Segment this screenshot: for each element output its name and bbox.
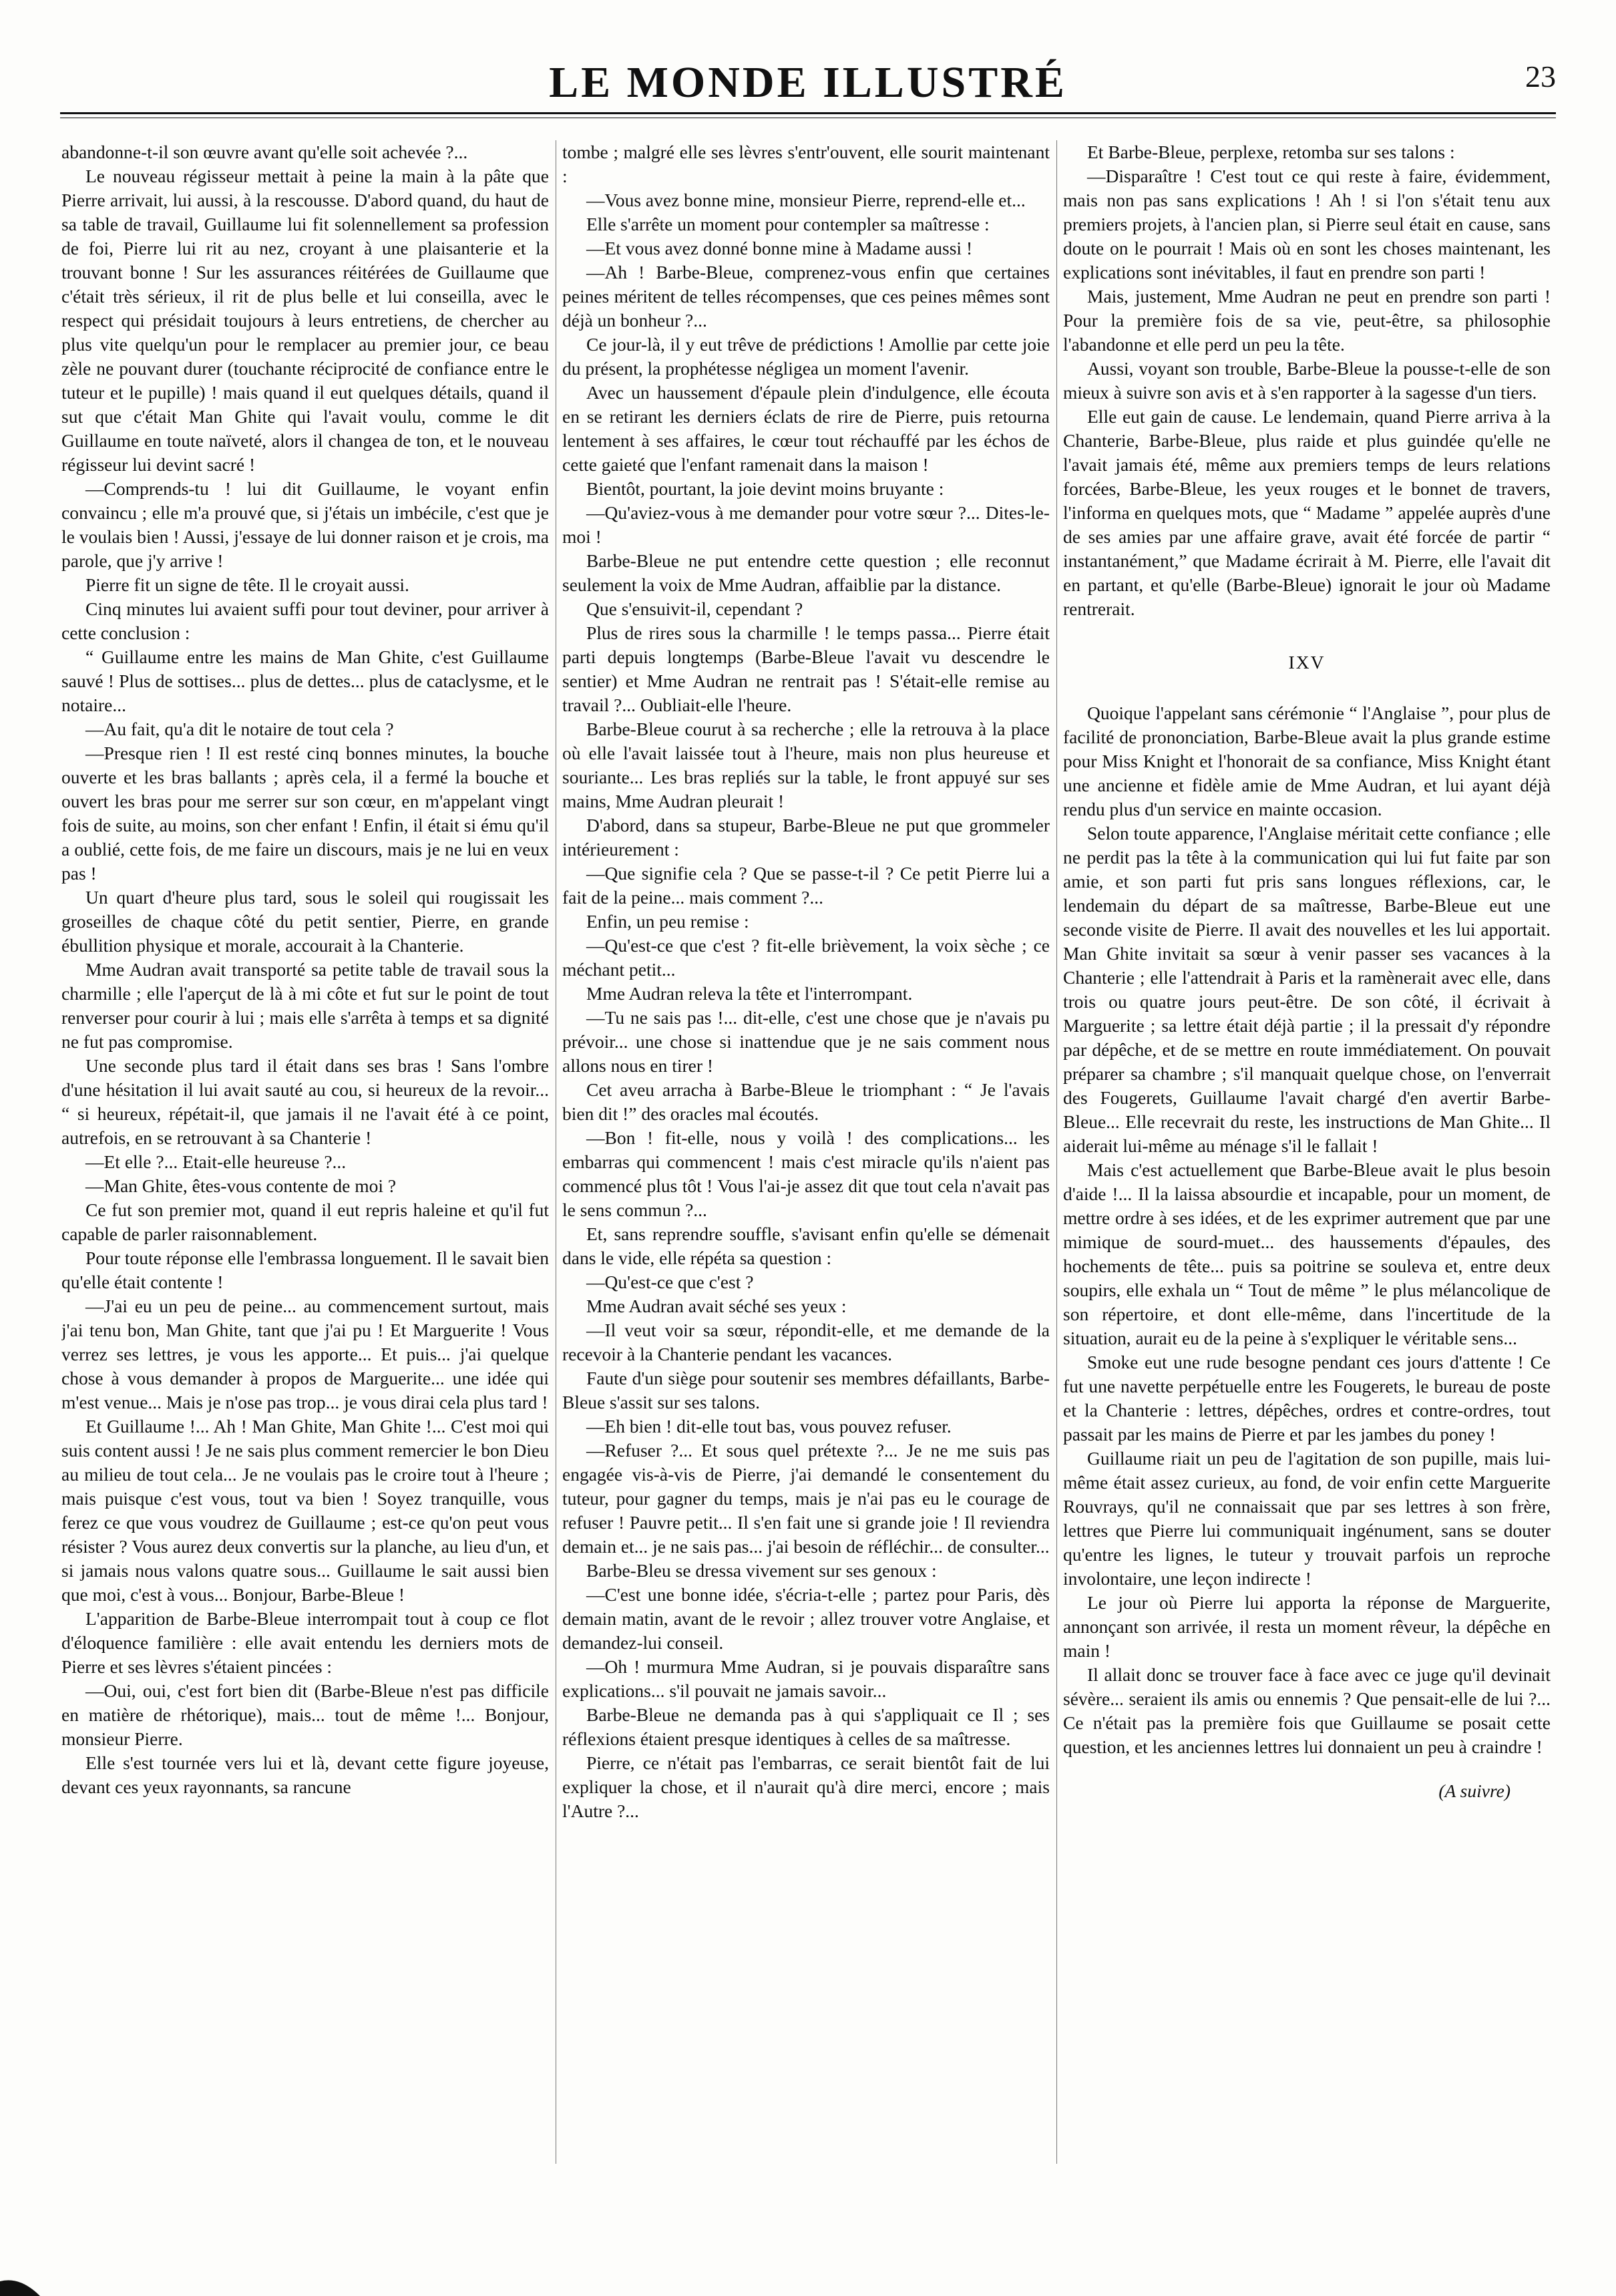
masthead (60, 57, 1556, 131)
paragraph: Mme Audran avait séché ses yeux : (586, 1296, 847, 1316)
paragraph: Cet aveu arracha à Barbe-Bleue le triomphant : “ Je l'avais bien dit !” des oracles mal écoutés. (562, 1079, 1050, 1124)
paragraph: Mme Audran releva la tête et l'interrompant. (586, 983, 913, 1004)
column-3 (1063, 140, 1551, 2177)
paragraph: Avec un haussement d'épaule plein d'indulgence, elle écouta en se retirant les derniers éclats de rire de Pierre, puis retourna lentement à ses affaires, le cœur tout réchauffé par les échos de cette gaieté que l'enfant ramenait dans la maison ! (562, 382, 1050, 475)
paragraph: —Eh bien ! dit-elle tout bas, vous pouvez refuser. (586, 1416, 952, 1437)
paragraph: Barbe-Bleue ne put entendre cette question ; elle reconnut seulement la voix de Mme Audran, affaiblie par la distance. (562, 550, 1050, 595)
paragraph: —C'est une bonne idée, s'écria-t-elle ; partez pour Paris, dès demain matin, avant de le revoir ; allez trouver votre Anglaise, et demandez-lui conseil. (562, 1584, 1050, 1653)
paragraph: Selon toute apparence, l'Anglaise méritait cette confiance ; elle ne perdit pas la tête à la communication qui lui fut faite par son amie, et son parti fut pris sans longues réflexions, car, le lendemain du départ de sa maîtresse, Barbe-Bleue eut une seconde visite de Pierre. Il avait des nouvelles et les lui apportait. Man Ghite invitait sa sœur à venir passer ses vacances à la Chanterie ; elle l'attendrait à Paris et la ramènerait avec elle, dans trois ou quatre jours peut-être. De son côté, il écrivait à Marguerite ; sa lettre était déjà partie ; il la pressait d'y répondre par dépêche, et de se mettre en route immédiatement. On pouvait préparer sa chambre ; s'il manquait quelque chose, on l'enverrait des Fougerets, Guillaume l'avait chargé d'en avertir Barbe-Bleue... Elle recevrait du reste, les instructions de Man Ghite... Il aiderait lui-même au ménage s'il le fallait ! (1063, 823, 1551, 1156)
paragraph: Faute d'un siège pour soutenir ses membres défaillants, Barbe-Bleue s'assit sur ses talons. (562, 1368, 1050, 1412)
paragraph: —Et vous avez donné bonne mine à Madame aussi ! (586, 238, 973, 258)
paragraph: Pierre, ce n'était pas l'embarras, ce serait bientôt fait de lui expliquer la chose, et il n'aurait qu'à dire merci, encore ; mais l'Autre ?... (562, 1752, 1050, 1821)
paragraph: Plus de rires sous la charmille ! le temps passa... Pierre était parti depuis longtemps (Barbe-Bleue l'avait vu descendre le sentier) et Mme Audran ne rentrait pas ! S'était-elle remise au travail ?... Oubliait-elle l'heure. (562, 622, 1050, 715)
paragraph: —Disparaître ! C'est tout ce qui reste à faire, évidemment, mais non pas sans explications ! Ah ! si l'on s'était tenu aux premiers projets, à l'ancien plan, si Pierre seul était en cause, sans doute on le pourrait ! Mais où en sont les choses maintenant, les explications sont inévitables, il faut en prendre son parti ! (1063, 166, 1551, 282)
paragraph: Ce jour-là, il y eut trêve de prédictions ! Amollie par cette joie du présent, la prophétesse négligea un moment l'avenir. (562, 334, 1050, 379)
paragraph: Quoique l'appelant sans cérémonie “ l'Anglaise ”, pour plus de facilité de prononciation, Barbe-Bleue avait la plus grande estime pour Miss Knight et l'honorait de sa confiance, Miss Knight étant une ancienne et fidèle amie de Mme Audran, et lui ayant déjà rendu plus d'un service en mainte occasion. (1063, 703, 1551, 819)
column-divider (1056, 140, 1057, 2164)
paragraph: —Qu'est-ce que c'est ? (586, 1272, 754, 1292)
paragraph: Smoke eut une rude besogne pendant ces jours d'attente ! Ce fut une navette perpétuelle entre les Fougerets, le bureau de poste et la Chanterie : lettres, dépêches, ordres et contre-ordres, tout passait par les mains de Pierre et par les jambes du poney ! (1063, 1352, 1551, 1445)
paragraph: Que s'ensuivit-il, cependant ? (586, 598, 803, 619)
column-2 (562, 140, 1050, 2177)
paragraph: Et Barbe-Bleue, perplexe, retomba sur ses talons : (1087, 142, 1455, 162)
paragraph: —J'ai eu un peu de peine... au commencement surtout, mais j'ai tenu bon, Man Ghite, tant que j'ai pu ! Et Marguerite ! Vous verrez ses lettres, je vous les apporte... Et puis... j'ai quelque chose à vous demander à propos de Marguerite... une idée qui m'est venue... Mais je n'ose pas trop... je vous dirai cela plus tard ! (61, 1296, 549, 1412)
paragraph: Guillaume riait un peu de l'agitation de son pupille, mais lui-même était assez curieux, au fond, de voir enfin cette Marguerite Rouvrays, qu'il ne connaissait que par ses lettres à son frère, lettres que Pierre lui communiquait ingénument, sans se douter qu'entre les lignes, le tuteur y trouvait parfois un reproche involontaire, une leçon indirecte ! (1063, 1448, 1551, 1589)
paragraph: —Oui, oui, c'est fort bien dit (Barbe-Bleue n'est pas difficile en matière de rhétorique), mais... tout de même !... Bonjour, monsieur Pierre. (61, 1680, 549, 1749)
corner-mark (0, 2269, 60, 2296)
paragraph: Barbe-Bleue courut à sa recherche ; elle la retrouva à la place où elle l'avait laissée tout à l'heure, mais non plus heureuse et souriante... Les bras repliés sur la table, le front appuyé sur ses mains, Mme Audran pleurait ! (562, 719, 1050, 811)
paragraph: Mme Audran avait transporté sa petite table de travail sous la charmille ; elle l'aperçut de là à mi côte et fut sur le point de tout renverser pour courir à lui ; mais elle s'arrêta à temps et sa dignité ne fut pas compromise. (61, 959, 549, 1052)
paragraph: Le nouveau régisseur mettait à peine la main à la pâte que Pierre arrivait, lui aussi, à la rescousse. D'abord quand, du haut de sa table de travail, Guillaume lui fit solennellement sa profession de foi, Pierre lui rit au nez, croyant à une plaisanterie et la trouvant bonne ! Sur les assurances réitérées de Guillaume que c'était très sérieux, il rit de plus belle et lui conseilla, avec le respect qui présidait toujours à leurs entretiens, de chercher au plus vite quelqu'un pour le remplacer au premier jour, ce beau zèle ne pouvant durer (touchante réciprocité de confiance entre le tuteur et le pupille) ! mais quand il eut quelques détails, quand il sut que c'était Man Ghite qui l'avait voulu, comme le dit Guillaume en toute naïveté, alors il changea de ton, et le nouveau régisseur lui devint sacré ! (61, 166, 549, 475)
paragraph: —Tu ne sais pas !... dit-elle, c'est une chose que je n'avais pu prévoir... une chose si inattendue que je ne sais comment nous allons nous en tirer ! (562, 1007, 1050, 1076)
paragraph: —Qu'aviez-vous à me demander pour votre sœur ?... Dites-le-moi ! (562, 502, 1050, 547)
paragraph: Barbe-Bleue ne demanda pas à qui s'appliquait ce Il ; ses réflexions étaient presque identiques à celles de sa maîtresse. (562, 1704, 1050, 1749)
paragraph: Il allait donc se trouver face à face avec ce juge qu'il devinait sévère... seraient ils amis ou ennemis ? Que pensait-elle de lui ?... Ce n'était pas la première fois que Guillaume se posait cette question, et les anciennes lettres lui donnaient un peu à craindre ! (1063, 1664, 1551, 1757)
paragraph: Et Guillaume !... Ah ! Man Ghite, Man Ghite !... C'est moi qui suis content aussi ! Je ne sais plus comment remercier le bon Dieu au milieu de tout cela... Je ne voulais pas le croire tout à l'heure ; mais puisque c'est vous, tout va bien ! Soyez tranquille, vous ferez ce que vous voudrez de Guillaume ; est-ce qu'on peut vous résister ? Vous aurez deux convertis sur la planche, au lieu d'un, et si jamais nous valons quatre sous... Guillaume le sait aussi bien que moi, c'est à vous... Bonjour, Barbe-Bleue ! (61, 1416, 549, 1605)
paragraph: “ Guillaume entre les mains de Man Ghite, c'est Guillaume sauvé ! Plus de sottises... plus de dettes... plus de cataclysme, et le notaire... (61, 646, 549, 715)
paragraph: Elle eut gain de cause. Le lendemain, quand Pierre arriva à la Chanterie, Barbe-Bleue, plus raide et plus guindée qu'elle ne l'avait jamais été, même aux premiers temps de leurs relations forcées, Barbe-Bleue, les yeux rouges et le bonnet de travers, l'informa en quelques mots, que “ Madame ” appelée auprès d'une de ses amies par une affaire grave, avait été forcée de partir “ instantanément,” que Madame écrirait à M. Pierre, elle l'avait dit en partant, et qu'elle (Barbe-Bleue) ignorait le jour où Madame rentrerait. (1063, 406, 1551, 619)
paragraph: —Et elle ?... Etait-elle heureuse ?... (85, 1151, 347, 1172)
paragraph: L'apparition de Barbe-Bleue interrompait tout à coup ce flot d'éloquence familière : elle avait entendu les derniers mots de Pierre et ses lèvres s'étaient pincées : (61, 1608, 549, 1677)
paragraph: D'abord, dans sa stupeur, Barbe-Bleue ne put que grommeler intérieurement : (562, 815, 1050, 859)
paragraph: —Oh ! murmura Mme Audran, si je pouvais disparaître sans explications... s'il pouvait ne jamais savoir... (562, 1656, 1050, 1701)
paragraph: Ce fut son premier mot, quand il eut repris haleine et qu'il fut capable de parler raisonnablement. (61, 1199, 549, 1244)
paragraph: Cinq minutes lui avaient suffi pour tout deviner, pour arriver à cette conclusion : (61, 598, 549, 643)
paragraph: —Refuser ?... Et sous quel prétexte ?... Je ne me suis pas engagée vis-à-vis de Pierre, j'ai demandé le consentement du tuteur, pour gagner du temps, mais je n'ai pas eu le courage de refuser ! Pauvre petit... Il s'en fait une si grande joie ! Il reviendra demain et... je ne sais pas... j'ai besoin de réfléchir... de consulter... (562, 1440, 1050, 1557)
paragraph: Bientôt, pourtant, la joie devint moins bruyante : (586, 478, 944, 499)
paragraph: Elle s'est tournée vers lui et là, devant cette figure joyeuse, devant ces yeux rayonnants, sa rancune (61, 1752, 549, 1797)
paragraph: —Il veut voir sa sœur, répondit-elle, et me demande de la recevoir à la Chanterie pendant les vacances. (562, 1320, 1050, 1364)
paragraph: Une seconde plus tard il était dans ses bras ! Sans l'ombre d'une hésitation il lui avait sauté au cou, si heureux de la revoir... “ si heureux, répétait-il, que jamais il ne l'avait été à ce point, autrefois, en se retrouvant à sa Chanterie ! (61, 1055, 549, 1148)
paragraph: —Bon ! fit-elle, nous y voilà ! des complications... les embarras qui commencent ! mais c'est miracle qu'ils n'aient pas commencé plus tôt ! Vous l'ai-je assez dit que tout cela n'avait pas le sens commun ?... (562, 1127, 1050, 1220)
paragraph: tombe ; malgré elle ses lèvres s'entr'ouvent, elle sourit maintenant : (562, 142, 1050, 186)
paragraph: Le jour où Pierre lui apporta la réponse de Marguerite, annonçant son arrivée, il resta un moment rêveur, la dépêche en main ! (1063, 1592, 1551, 1661)
newspaper-title: LE MONDE ILLUSTRÉ (549, 58, 1067, 107)
paragraph: Un quart d'heure plus tard, sous le soleil qui rougissait les groseilles de chaque côté du petit sentier, Pierre, en grande ébullition physique et morale, accourait à la Chanterie. (61, 887, 549, 956)
paragraph: —Comprends-tu ! lui dit Guillaume, le voyant enfin convaincu ; elle m'a prouvé que, si j'étais un imbécile, c'est que je le voulais bien ! Aussi, j'essaye de lui donner raison et je crois, ma parole, que j'y arrive ! (61, 478, 549, 571)
paragraph: —Vous avez bonne mine, monsieur Pierre, reprend-elle et... (586, 190, 1026, 210)
paragraph: abandonne-t-il son œuvre avant qu'elle soit achevée ?... (61, 142, 468, 162)
paragraph: Mais, justement, Mme Audran ne peut en prendre son parti ! Pour la première fois de sa vie, peut-être, sa philosophie l'abandonne et elle perd un peu la tête. (1063, 286, 1551, 355)
chapter-heading: IXV (1288, 652, 1326, 673)
paragraph: Mais c'est actuellement que Barbe-Bleue avait le plus besoin d'aide !... Il la laissa absourdie et incapable, pour un moment, de mettre ordre à ses idées, et de les exprimer autrement que par une mimique de sourd-muet... des haussements d'épaules, des hochements de tête... puis sa poitrine se souleva et, entre deux soupirs, elle exhala un “ Tout de même ” le plus mélancolique de son répertoire, et dont elle-même, dans l'incertitude de la situation, aurait eu de la peine à s'expliquer le véritable sens... (1063, 1159, 1551, 1348)
paragraph: —Qu'est-ce que c'est ? fit-elle brièvement, la voix sèche ; ce méchant petit... (562, 935, 1050, 980)
paragraph: Barbe-Bleu se dressa vivement sur ses genoux : (586, 1560, 937, 1581)
paragraph: —Presque rien ! Il est resté cinq bonnes minutes, la bouche ouverte et les bras ballants ; après cela, il a fermé la bouche et ouvert les bras pour me serrer sur son cœur, en m'appelant vingt fois de suite, au moins, son cher enfant ! Enfin, il était si ému qu'il a oublié, cette fois, de me faire un discours, mais je ne lui en veux pas ! (61, 743, 549, 884)
paragraph: —Man Ghite, êtes-vous contente de moi ? (85, 1175, 397, 1196)
column-1 (61, 140, 549, 2177)
to-be-continued: (A suivre) (1438, 1780, 1510, 1801)
paragraph: Enfin, un peu remise : (586, 911, 749, 932)
paragraph: Pour toute réponse elle l'embrassa longuement. Il le savait bien qu'elle était contente ! (61, 1248, 549, 1292)
paragraph: Pierre fit un signe de tête. Il le croyait aussi. (85, 574, 409, 595)
paragraph: Elle s'arrête un moment pour contempler sa maîtresse : (586, 214, 990, 234)
paragraph: Aussi, voyant son trouble, Barbe-Bleue la pousse-t-elle de son mieux à suivre son avis et à s'en rapporter à la sagesse d'un tiers. (1063, 358, 1551, 403)
paragraph: —Que signifie cela ? Que se passe-t-il ? Ce petit Pierre lui a fait de la peine... mais comment ?... (562, 863, 1050, 908)
paragraph: —Ah ! Barbe-Bleue, comprenez-vous enfin que certaines peines méritent de telles récompenses, que ces peines mêmes sont déjà un bonheur ?... (562, 262, 1050, 331)
paragraph: —Au fait, qu'a dit le notaire de tout cela ? (85, 719, 394, 739)
paragraph: Et, sans reprendre souffle, s'avisant enfin qu'elle se démenait dans le vide, elle répéta sa question : (562, 1223, 1050, 1268)
page-number: 23 (1525, 59, 1556, 93)
header-rule-top (60, 112, 1556, 114)
